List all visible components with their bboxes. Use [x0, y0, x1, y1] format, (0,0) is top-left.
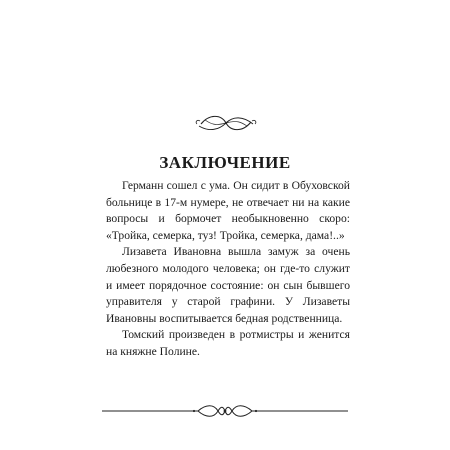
chapter-title: ЗАКЛЮЧЕНИЕ	[159, 153, 291, 172]
chapter-body	[106, 178, 350, 361]
top-flourish-ornament	[195, 110, 257, 138]
bottom-divider-ornament	[102, 403, 348, 419]
paragraph-tomsky: Томский произведен в ротмистры и женится на княжне Полине.	[106, 328, 350, 358]
paragraph-hermann: Германн сошел с ума. Он сидит в Обуховской больнице в 17-м нумере, не отвечает ни на какие вопросы и бормочет необыкновенно скоро: «Тройка, семерка, туз! Тройка, семерка, дама!..»	[106, 179, 350, 242]
paragraph-lizaveta: Лизавета Ивановна вышла замуж за очень любезного молодого человека; он где-то служит и имеет порядочное состояние: он сын бывшего управителя у старой графини. У Лизаветы Ивановны воспитывается бедная родственница.	[106, 245, 350, 325]
